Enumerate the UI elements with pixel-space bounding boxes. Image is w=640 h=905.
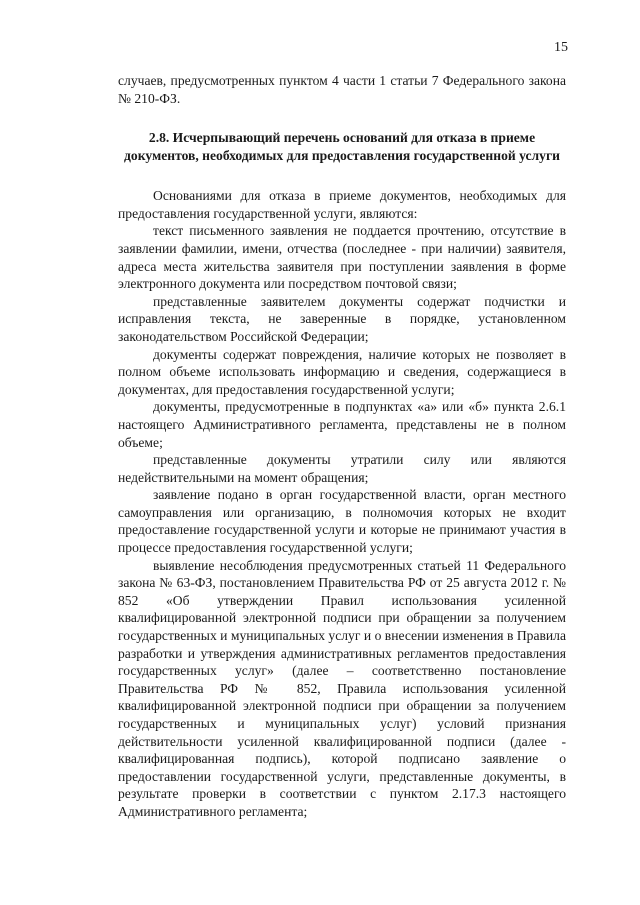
section-heading-line-2: документов, необходимых для предоставления государственной услуги xyxy=(124,148,560,164)
page-number: 15 xyxy=(554,40,568,55)
paragraph-ground-signature-noncompliance: выявление несоблюдения предусмотренных статьей 11 Федерального закона № 63-ФЗ, постановлением Правительства РФ от 25 августа 2012 г. № 852 «Об утверждении Правил использования усиленной квалифицированной электронной подписи при обращении за получением государственных и муниципальных услуг и о внесении изменения в Правила разработки и утверждения административных регламентов предоставления государственных услуг» (далее – соответственно постановление Правительства РФ № 852, Правила использования усиленной квалифицированной электронной подписи при обращении за получением государственных и муниципальных услуг) условий признания действительности усиленной квалифицированной подписи (далее - квалифицированная подпись), которой подписано заявление о предоставлении государственной услуги, представленные документы, в результате проверки в соответствии с пунктом 2.17.3 настоящего Административного регламента; xyxy=(118,557,566,819)
section-heading xyxy=(118,129,566,165)
paragraph-ground-wrong-authority: заявление подано в орган государственной власти, орган местного самоуправления или организацию, в полномочия которых не входит предоставление государственной услуги и которые не принимают участия в процессе предоставления государственной услуги; xyxy=(118,487,566,556)
paragraph-intro-continuation: случаев, предусмотренных пунктом 4 части 1 статьи 7 Федерального закона № 210-ФЗ. xyxy=(118,73,566,106)
paragraph-ground-damaged-documents: документы содержат повреждения, наличие которых не позволяет в полном объеме использовать информацию и сведения, содержащиеся в документах, для предоставления государственной услуги; xyxy=(118,346,566,397)
document-body xyxy=(118,72,566,821)
paragraph-ground-unreadable-text: текст письменного заявления не поддается прочтению, отсутствие в заявлении фамилии, имени, отчества (последнее - при наличии) заявителя, адреса места жительства заявителя при поступлении заявления в форме электронного документа или посредством почтовой связи; xyxy=(118,223,566,292)
section-heading-line-1: 2.8. Исчерпывающий перечень оснований для отказа в приеме xyxy=(148,130,536,146)
paragraph-ground-incomplete-documents: документы, предусмотренные в подпунктах «а» или «б» пункта 2.6.1 настоящего Административного регламента, представлены не в полном объеме; xyxy=(118,399,566,450)
paragraph-grounds-intro: Основаниями для отказа в приеме документов, необходимых для предоставления государственной услуги, являются: xyxy=(118,188,566,221)
paragraph-ground-expired-documents: представленные документы утратили силу или являются недействительными на момент обращения; xyxy=(118,452,566,485)
paragraph-ground-erasures: представленные заявителем документы содержат подчистки и исправления текста, не заверенные в порядке, установленном законодательством Российской Федерации; xyxy=(118,293,566,344)
